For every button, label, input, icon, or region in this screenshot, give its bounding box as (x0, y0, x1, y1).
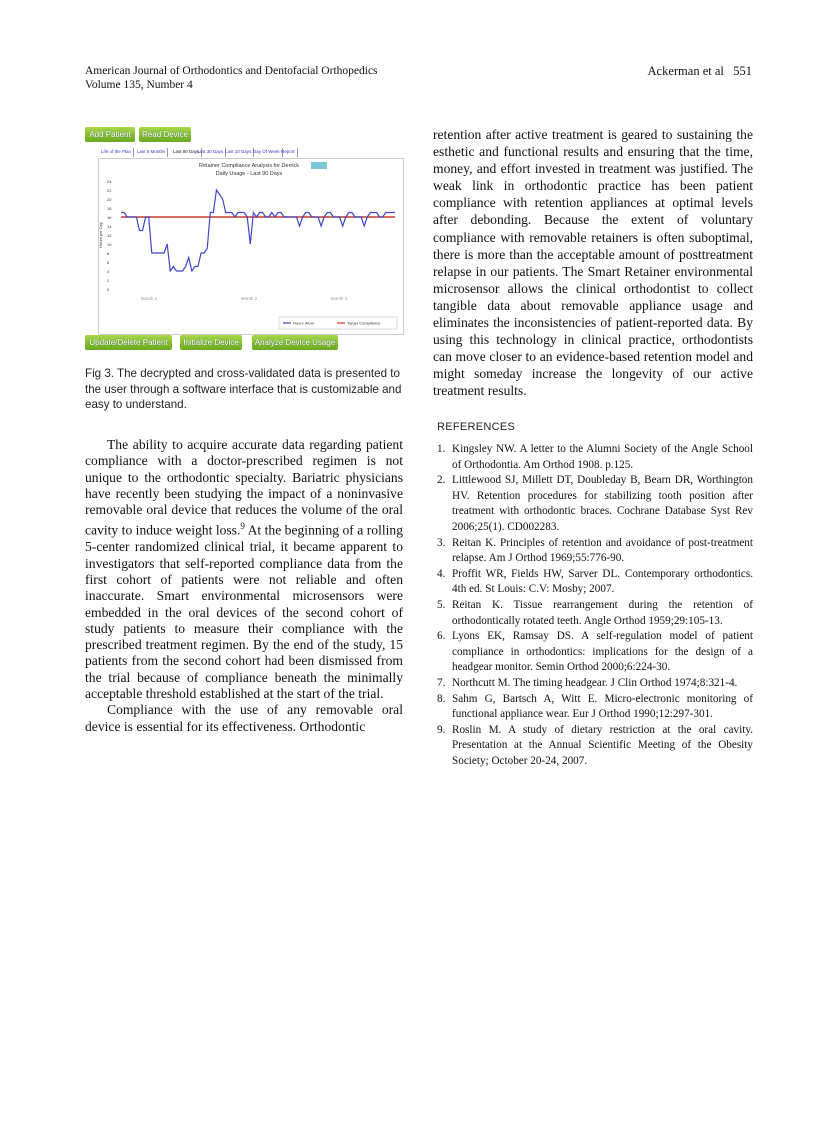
reference-text: Kingsley NW. A letter to the Alumni Society of the Angle School of Orthodontia. Am Orthod 1908. p.125. (452, 443, 753, 471)
reference-number: 2. (437, 474, 446, 487)
legend-label-hours: Hours Worn (293, 320, 315, 326)
y-tick-label: 22 (107, 188, 112, 193)
journal-name: American Journal of Orthodontics and Dentofacial Orthopedics (85, 65, 378, 77)
name-highlight (311, 162, 327, 169)
citation: 9 (240, 521, 245, 532)
analyze-device-usage-button: Analyze Device Usage (252, 335, 338, 350)
y-tick-label: 10 (107, 242, 112, 247)
reference-text: Reitan K. Tissue rearrangement during the retention of orthodontically rotated teeth. Angle Orthod 1959;29:105-13. (452, 598, 753, 627)
reference-number: 6. (437, 630, 446, 643)
right-column-text (433, 126, 753, 400)
add-patient-button: Add Patient (85, 127, 135, 142)
reference-text: Sahm G, Bartsch A, Witt E. Micro-electronic monitoring of functional appliance wear. Eur J Orthod 1990;12:297-301. (452, 692, 753, 721)
y-tick-label: 20 (107, 197, 112, 202)
y-tick-label: 18 (107, 206, 112, 211)
paragraph: retention after active treatment is geared to sustaining the esthetic and functional results and ensuring that the time, money, and effort invested in treatment was justified. The weak link in orthodontic practice has been patient compliance with retention appliances at optimal levels after debonding. Because the extent of voluntary compliance with removable retainers is often suboptimal, there is more than the acceptable amount of posttreatment relapse in our patients. The Smart Retainer environmental microsensor allows the clinical orthodontist to collect tangible data about removable appliance usage and eliminates the inconsistencies of patient-reported data. By using this technology in clinical practice, orthodontists can move closer to an evidence-based retention model and might someday increase the longevity of our active treatment results. (433, 127, 753, 399)
x-tick-label: Month 1 (140, 296, 158, 301)
journal-volume: Volume 135, Number 4 (85, 79, 193, 91)
y-tick-label: 4 (107, 269, 110, 274)
paragraph: Compliance with the use of any removable oral device is essential for its effectiveness. Orthodontic (85, 702, 403, 734)
chart-subtitle: Daily Usage - Last 90 Days (215, 171, 283, 177)
y-tick-label: 0 (107, 287, 110, 292)
chart-title: Retainer Compliance Analysis for Derrick (199, 163, 299, 169)
paragraph (85, 437, 403, 702)
y-tick-label: 8 (107, 251, 110, 256)
reference-item (437, 473, 753, 535)
reference-number: 9. (437, 723, 446, 736)
x-tick-label: Month 2 (240, 296, 258, 301)
reference-number: 1. (437, 443, 446, 455)
reference-text: Proffit WR, Fields HW, Sarver DL. Contemporary orthodontics. 4th ed. St Louis: C.V: Mosby; 2007. (452, 567, 753, 596)
tab-2: Last 90 Days (171, 148, 202, 157)
tab-0: Life of the Plan (99, 148, 134, 157)
read-device-button: Read Device (139, 127, 191, 142)
tab-5: Day Of Week (251, 148, 283, 157)
paragraph-text: The ability to acquire accurate data regarding patient compliance with a doctor-prescribed regimen is not unique to the orthodontic specialty. Bariatric physicians have recently been studying the impact of a noninvasive removable oral device that reduces the volume of the oral cavity to induce weight loss. (85, 437, 403, 539)
reference-number: 7. (437, 676, 446, 689)
reference-number: 3. (437, 536, 446, 549)
reference-number: 4. (437, 567, 446, 580)
reference-number: 8. (437, 692, 446, 705)
running-header-left (85, 64, 378, 92)
figure-caption: Fig 3. The decrypted and cross-validated data is presented to the user through a software interface that is customizable and easy to understand. (85, 367, 402, 411)
paragraph-text: At the beginning of a rolling 5-center randomized clinical trial, it became apparent to investigators that self-reported compliance data from the first cohort of patients were not reliable and often inaccurate. Smart environmental microsensors were embedded in the oral devices of the second cohort of study patients to measure their compliance with the prescribed treatment regimen. By the end of the study, 15 patients from the second cohort had been dismissed from the trial because of compliance beneath the minimally acceptable threshold established at the start of the trial. (85, 523, 403, 701)
references-heading: REFERENCES (437, 421, 516, 433)
tab-3: Last 30 Days (195, 148, 226, 157)
figure-3 (85, 127, 405, 352)
left-column-text (85, 437, 403, 735)
reference-text: Roslin M. A study of dietary restriction at the oral cavity. Presentation at the Annual Scientific Meeting of the Obesity Society; October 20-24, 2007. (452, 723, 753, 767)
authors: Ackerman et al (647, 64, 724, 78)
y-tick-label: 16 (107, 215, 112, 220)
tab-6: Report (279, 148, 298, 157)
y-tick-label: 24 (107, 179, 112, 184)
reference-item (437, 676, 753, 692)
running-header-right (648, 64, 752, 78)
y-axis-label: Hours per Day (98, 222, 103, 248)
reference-text: Northcutt M. The timing headgear. J Clin Orthod 1974;8:321-4. (452, 676, 738, 689)
chart-panel (98, 158, 404, 335)
legend-label-target: Target Compliance (347, 320, 381, 326)
reference-text: Reitan K. Principles of retention and avoidance of post-treatment relapse. Am J Orthod 1969;55:776-90. (452, 536, 753, 565)
reference-item (437, 629, 753, 676)
update-delete-patient-button: Update/Delete Patient (85, 335, 172, 350)
reference-text: Lyons EK, Ramsay DS. A self-regulation model of patient compliance in orthodontics: implications for the design of a headgear monitor. Semin Orthod 2000;6:224-30. (452, 630, 753, 674)
tab-4: Last 10 Days (223, 148, 254, 157)
initialize-device-button: Initialize Device (180, 335, 242, 350)
reference-text: Littlewood SJ, Millett DT, Doubleday B, Bearn DR, Worthington HV. Retention procedures for stabilizing tooth position after treatment with orthodontic braces. Cochrane Database Syst Rev 2006;25(1). CD002283. (452, 474, 753, 533)
reference-item (437, 692, 753, 723)
reference-item (437, 442, 753, 473)
compliance-chart (99, 159, 403, 334)
reference-number: 5. (437, 598, 446, 611)
reference-item (437, 723, 753, 770)
reference-item (437, 567, 753, 598)
y-tick-label: 14 (107, 224, 112, 229)
hours-worn-line (121, 190, 395, 271)
tab-1: Last 6 Months (135, 148, 168, 157)
x-tick-label: Month 3 (330, 296, 348, 301)
y-tick-label: 6 (107, 260, 110, 265)
y-tick-label: 2 (107, 278, 110, 283)
references-list (437, 442, 753, 769)
reference-item (437, 598, 753, 629)
page-number: 551 (733, 64, 752, 78)
y-tick-label: 12 (107, 233, 112, 238)
reference-item (437, 536, 753, 567)
